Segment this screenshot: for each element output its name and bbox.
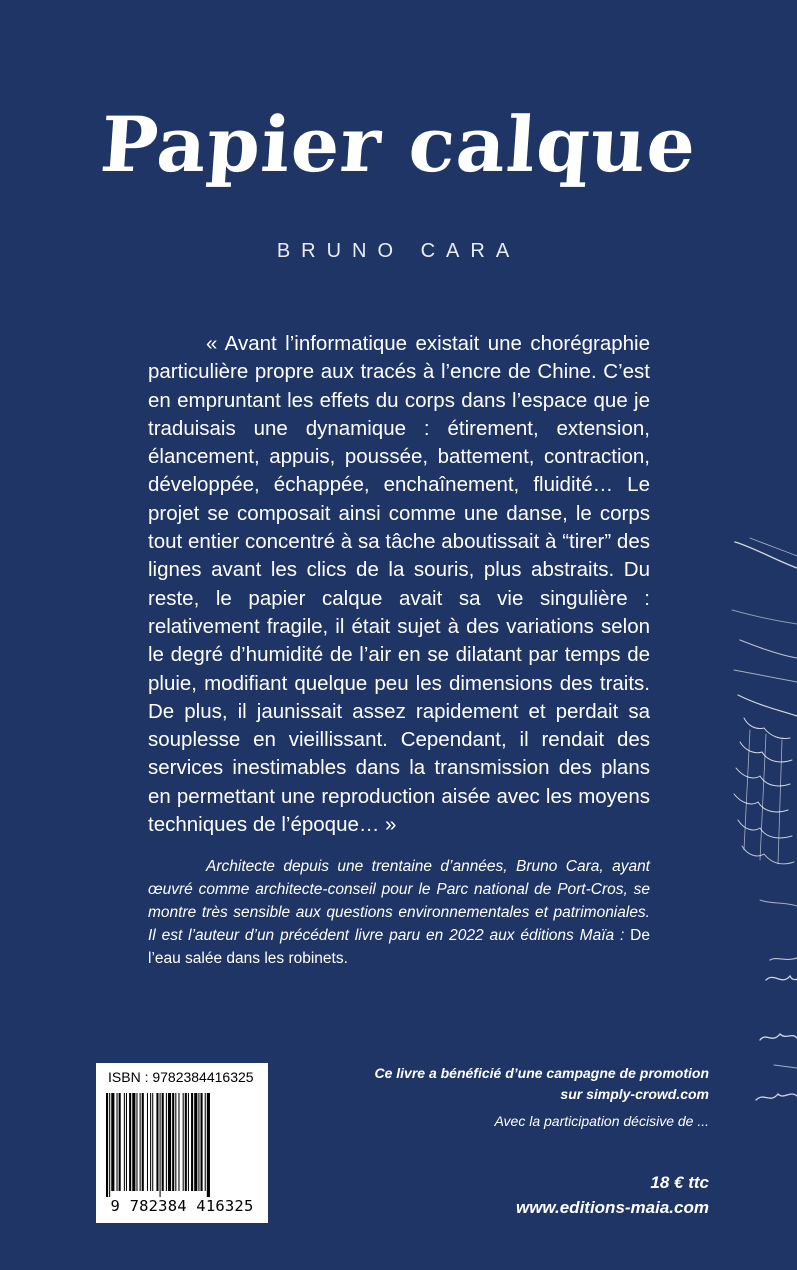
barcode-bar (126, 1093, 127, 1191)
isbn-label: ISBN : 9782384416325 (108, 1069, 254, 1085)
barcode-bar (124, 1093, 125, 1191)
barcode-bar (198, 1093, 199, 1191)
barcode-bar (178, 1093, 179, 1191)
promotion-note (329, 1063, 709, 1105)
barcode-bar (132, 1093, 135, 1191)
barcode-bar (147, 1093, 148, 1191)
barcode-bar (201, 1093, 203, 1191)
barcode-icon (106, 1093, 258, 1197)
barcode-bar (136, 1093, 137, 1191)
barcode-bar (172, 1093, 174, 1191)
barcode-bar (117, 1093, 118, 1191)
isbn-digits: 9 782384 416325 (110, 1197, 254, 1215)
isbn-barcode-box (96, 1063, 268, 1223)
barcode-bar (156, 1093, 158, 1191)
author-bio (148, 855, 650, 970)
barcode-bar (185, 1093, 187, 1191)
barcode-bar (207, 1093, 210, 1197)
barcode-bar (119, 1093, 121, 1191)
barcode-bar (168, 1093, 171, 1191)
promotion-line-2: sur simply-crowd.com (560, 1086, 709, 1102)
barcode-bar (150, 1093, 151, 1191)
barcode-bar (162, 1093, 164, 1191)
author-bio-text: Architecte depuis une trentaine d’années, Bruno Cara, ayant œuvré comme architecte-conseil pour le Parc national de Port-Cros, se montre très sensible aux questions environnementales et patrimoniales. Il est l’auteur d’un précédent livre paru en 2022 aux éditions Maïa : (148, 858, 650, 944)
barcode-bar (188, 1093, 189, 1191)
barcode-bar (140, 1093, 141, 1191)
roof-tiles-sketch-icon (730, 520, 797, 1120)
participation-note: Avec la participation décisive de ... (494, 1113, 709, 1129)
barcode-bar (194, 1093, 197, 1191)
barcode-bar (142, 1093, 144, 1191)
publisher-website: www.editions-maia.com (515, 1198, 709, 1217)
barcode-bar (175, 1093, 176, 1191)
promotion-line-1: Ce livre a bénéficié d’une campagne de promotion (374, 1065, 709, 1081)
barcode-bar (183, 1093, 184, 1191)
previous-book-title: De l’eau salée dans les robinets. (148, 927, 650, 967)
barcode-bar (109, 1093, 110, 1197)
barcode-bar (106, 1093, 108, 1197)
barcode-bar (129, 1093, 131, 1191)
barcode-bar (191, 1093, 193, 1191)
price: 18 € ttc (650, 1173, 709, 1192)
book-author: BRUNO CARA (276, 240, 521, 262)
book-title: Papier calque (97, 100, 700, 189)
barcode-bar (152, 1093, 153, 1191)
barcode-bar (205, 1093, 206, 1191)
barcode-bar (160, 1093, 161, 1197)
barcode-bar (111, 1093, 114, 1191)
book-excerpt: « Avant l’informatique existait une chorégraphie particulière propre aux tracés à l’encre de Chine. C’est en empruntant les effets du corps dans l’espace que je traduisais une dynamique : étirement, extension, élancement, appuis, poussée, battement, contraction, développée, échappée, enchaînement, fluidité… Le projet se composait ainsi comme une danse, le corps tout entier concentré à sa tâche aboutissait à “tirer” des lignes avant les clics de la souris, plus abstraits. Du reste, le papier calque avait sa vie singulière : relativement fragile, il était sujet à des variations selon le degré d’humidité de l’air en se dilatant par temps de pluie, modifiant quelque peu les dimensions des traits. De plus, il jaunissait assez rapidement et perdait sa souplesse en vieillissant. Cependant, il rendait des services inestimables dans la transmission des plans en permettant une reproduction aisée avec les moyens techniques de l’époque… » (148, 332, 650, 837)
barcode-bar (166, 1093, 167, 1191)
